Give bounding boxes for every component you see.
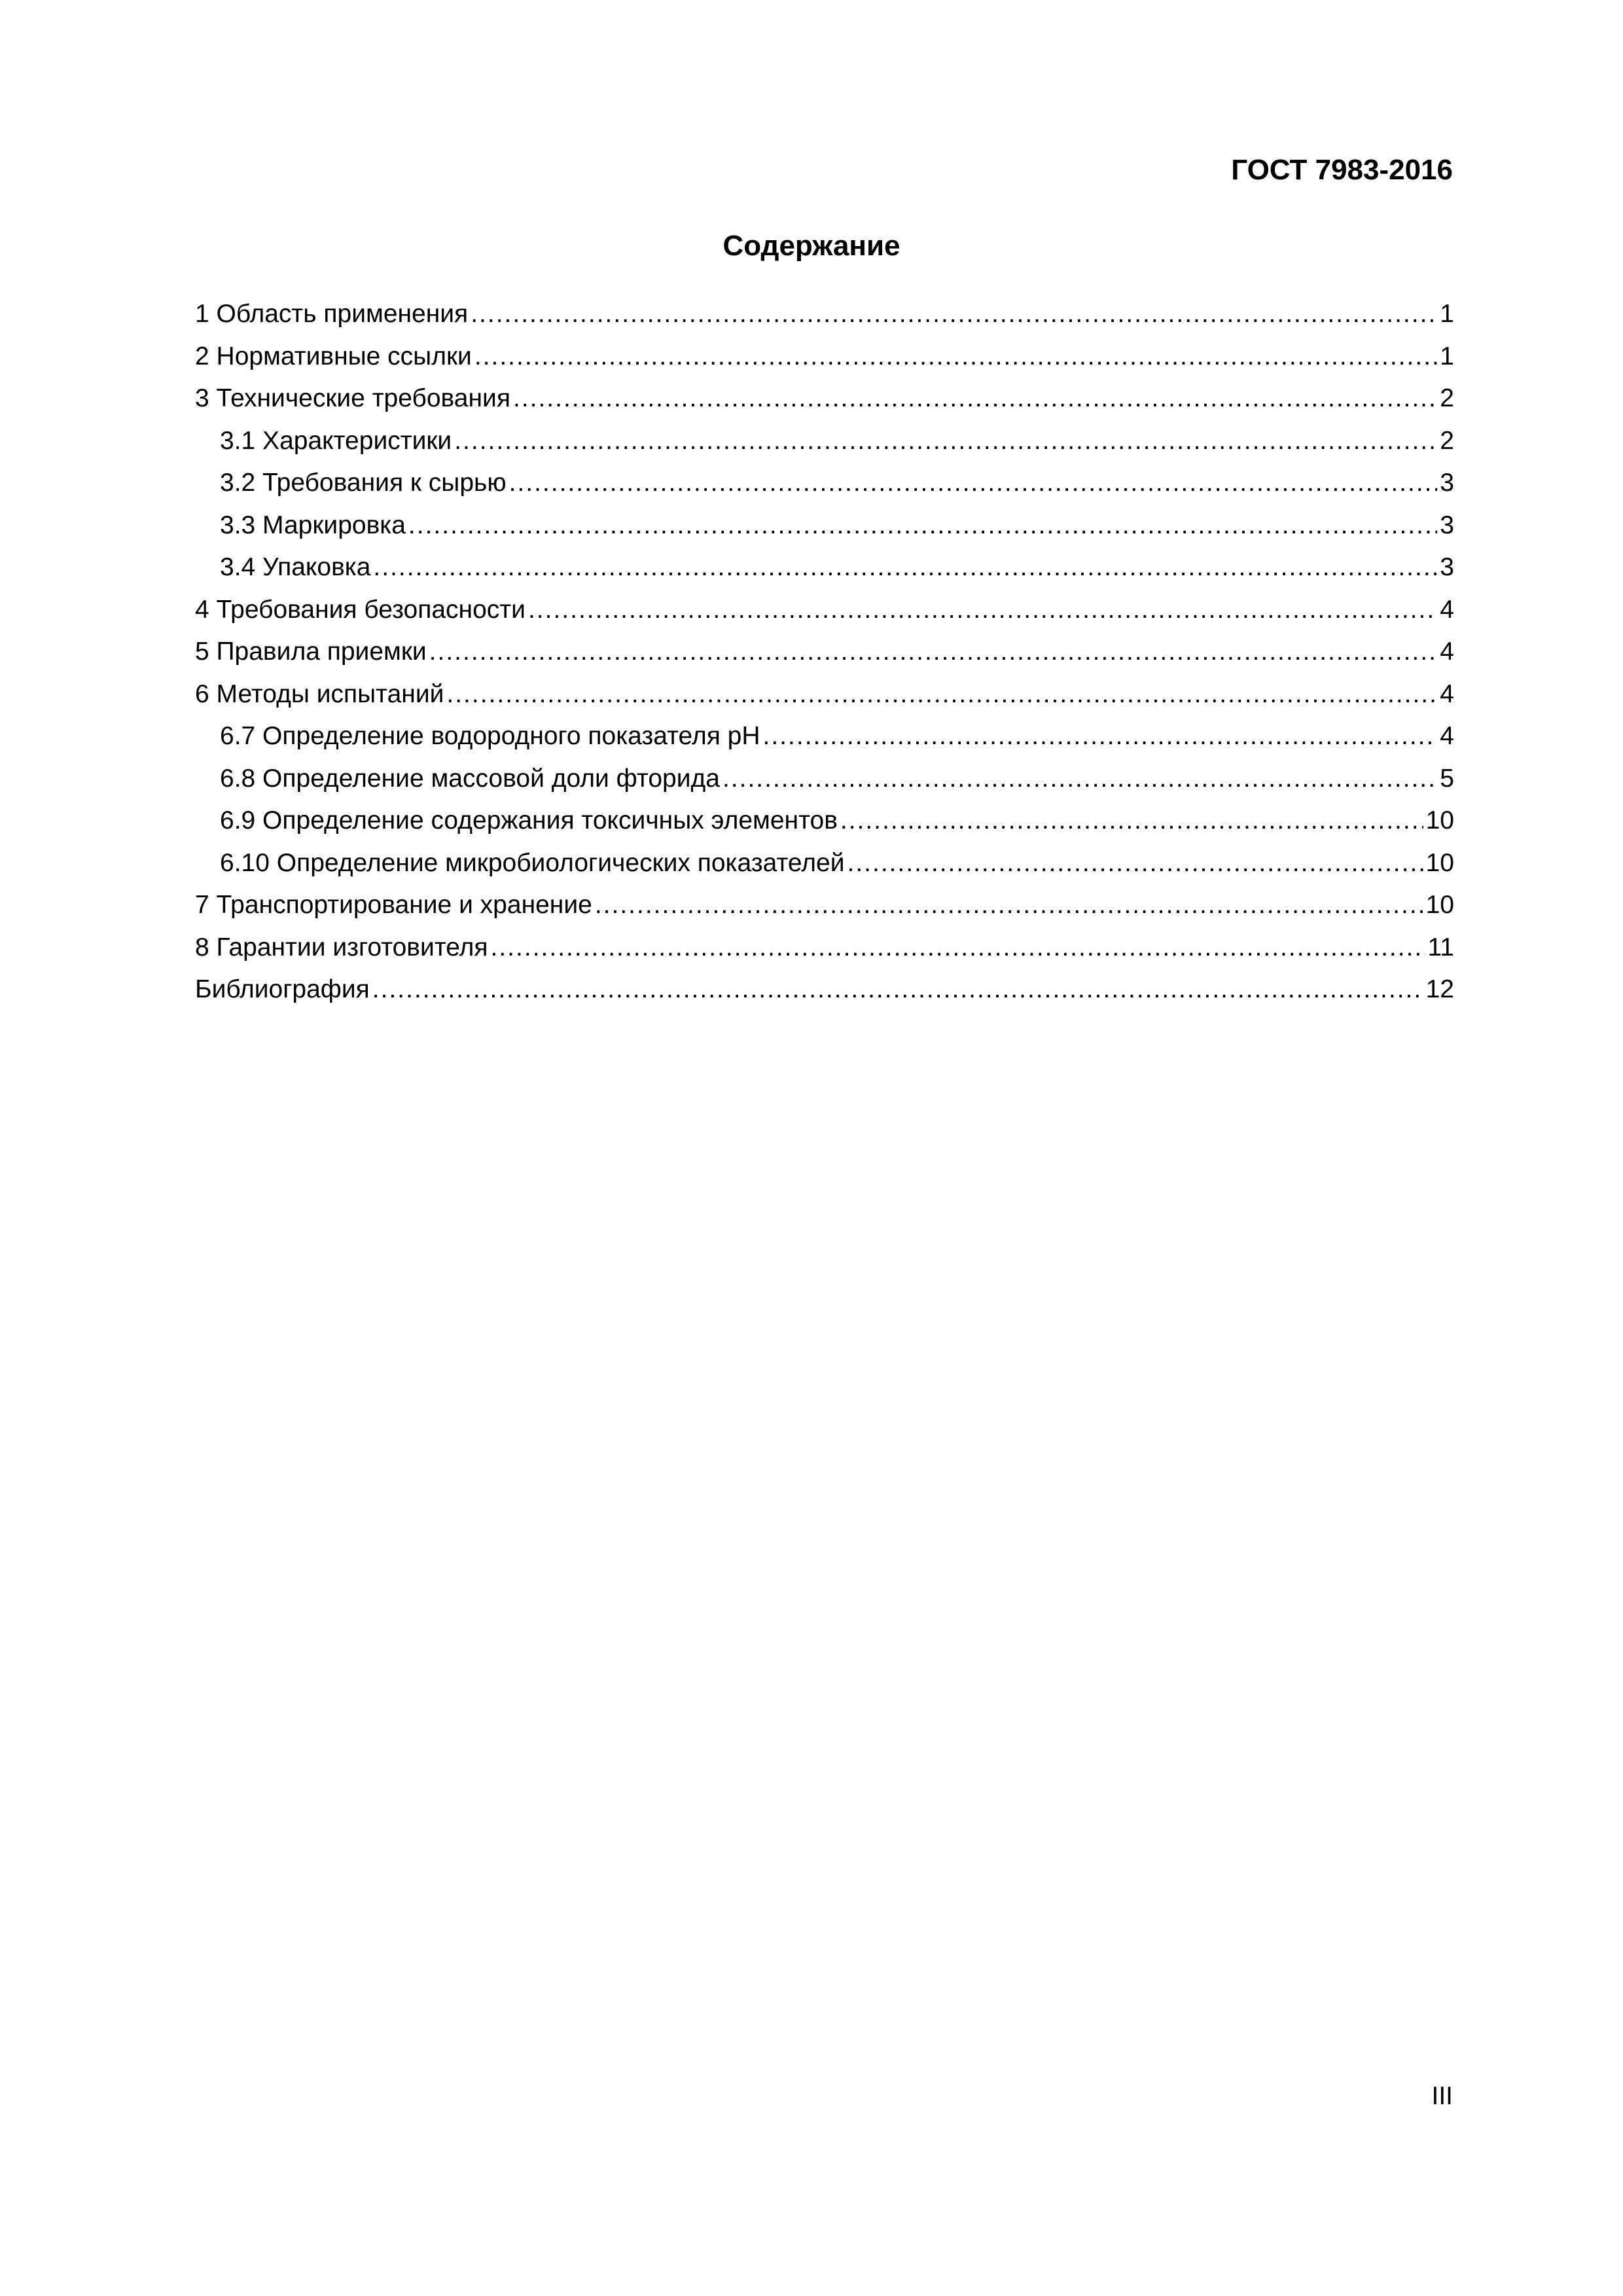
toc-leader-dots — [429, 631, 1438, 673]
toc-leader-dots — [372, 969, 1423, 1011]
toc-entry-3-3[interactable] — [195, 505, 1454, 547]
toc-entry-8[interactable] — [195, 927, 1454, 969]
toc-entry-label: 3 Технические требования — [195, 384, 510, 412]
toc-entry-page: 10 — [1425, 848, 1454, 877]
toc-entry-page: 2 — [1440, 426, 1454, 455]
toc-entry-label: 2 Нормативные ссылки — [195, 342, 472, 370]
toc-leader-dots — [373, 547, 1437, 589]
toc-entry-page: 1 — [1440, 342, 1454, 370]
toc-leader-dots — [763, 715, 1438, 758]
toc-leader-dots — [454, 420, 1437, 463]
toc-entry-label: 6.8 Определение массовой доли фторида — [220, 764, 720, 793]
toc-leader-dots — [847, 842, 1423, 885]
toc-entry-bibliography[interactable] — [195, 969, 1454, 1011]
toc-entry-page: 4 — [1440, 637, 1454, 666]
toc-entry-page: 4 — [1440, 679, 1454, 708]
toc-entry-label: 4 Требования безопасности — [195, 595, 526, 624]
toc-entry-label: 6.7 Определение водородного показателя pH — [220, 722, 760, 750]
toc-entry-3-1[interactable] — [195, 420, 1454, 463]
toc-entry-page: 2 — [1440, 384, 1454, 412]
document-code: ГОСТ 7983-2016 — [1231, 154, 1453, 186]
toc-entry-page: 10 — [1425, 806, 1454, 834]
toc-entry-page: 3 — [1440, 553, 1454, 581]
toc-entry-label: 1 Область применения — [195, 300, 469, 328]
toc-entry-page: 3 — [1440, 511, 1454, 539]
toc-entry-label: 6.9 Определение содержания токсичных элементов — [220, 806, 838, 834]
toc-entry-6-9[interactable] — [195, 800, 1454, 842]
toc-entry-2[interactable] — [195, 336, 1454, 378]
toc-entry-label: 7 Транспортирование и хранение — [195, 891, 592, 919]
toc-entry-label: 3.1 Характеристики — [220, 426, 452, 455]
toc-leader-dots — [408, 505, 1437, 547]
toc-entry-page: 10 — [1425, 891, 1454, 919]
toc-leader-dots — [491, 927, 1425, 969]
toc-entry-page: 3 — [1440, 469, 1454, 497]
toc-entry-page: 11 — [1427, 933, 1454, 961]
toc-leader-dots — [471, 293, 1437, 336]
toc-entry-3-4[interactable] — [195, 547, 1454, 589]
toc-entry-3[interactable] — [195, 378, 1454, 420]
toc-entry-6-8[interactable] — [195, 758, 1454, 800]
toc-leader-dots — [513, 378, 1437, 420]
toc-leader-dots — [446, 673, 1437, 716]
toc-entry-3-2[interactable] — [195, 462, 1454, 505]
toc-entry-label: 3.2 Требования к сырью — [220, 469, 507, 497]
toc-entry-6[interactable] — [195, 673, 1454, 716]
toc-entry-label: 3.4 Упаковка — [220, 553, 371, 581]
toc-leader-dots — [528, 589, 1437, 632]
toc-entry-page: 12 — [1425, 975, 1454, 1003]
toc-leader-dots — [840, 800, 1423, 842]
toc-leader-dots — [722, 758, 1437, 800]
toc-entry-page: 1 — [1440, 300, 1454, 328]
toc-entry-4[interactable] — [195, 589, 1454, 632]
toc-entry-label: Библиография — [195, 975, 370, 1003]
toc-entry-label: 8 Гарантии изготовителя — [195, 933, 488, 961]
toc-entry-1[interactable] — [195, 293, 1454, 336]
toc-entry-7[interactable] — [195, 884, 1454, 927]
toc-entry-6-10[interactable] — [195, 842, 1454, 885]
toc-entry-page: 4 — [1440, 722, 1454, 750]
toc-leader-dots — [595, 884, 1423, 927]
toc-entry-label: 6 Методы испытаний — [195, 679, 444, 708]
toc-entry-label: 3.3 Маркировка — [220, 511, 406, 539]
page-number: III — [1431, 2082, 1453, 2110]
toc-entry-5[interactable] — [195, 631, 1454, 673]
toc-leader-dots — [474, 336, 1437, 378]
toc-entry-label: 6.10 Определение микробиологических показателей — [220, 848, 845, 877]
toc-leader-dots — [509, 462, 1438, 505]
table-of-contents — [195, 293, 1454, 1011]
toc-entry-page: 5 — [1440, 764, 1454, 793]
toc-entry-label: 5 Правила приемки — [195, 637, 427, 666]
toc-title: Содержание — [722, 230, 901, 262]
toc-entry-page: 4 — [1440, 595, 1454, 624]
toc-entry-6-7[interactable] — [195, 715, 1454, 758]
